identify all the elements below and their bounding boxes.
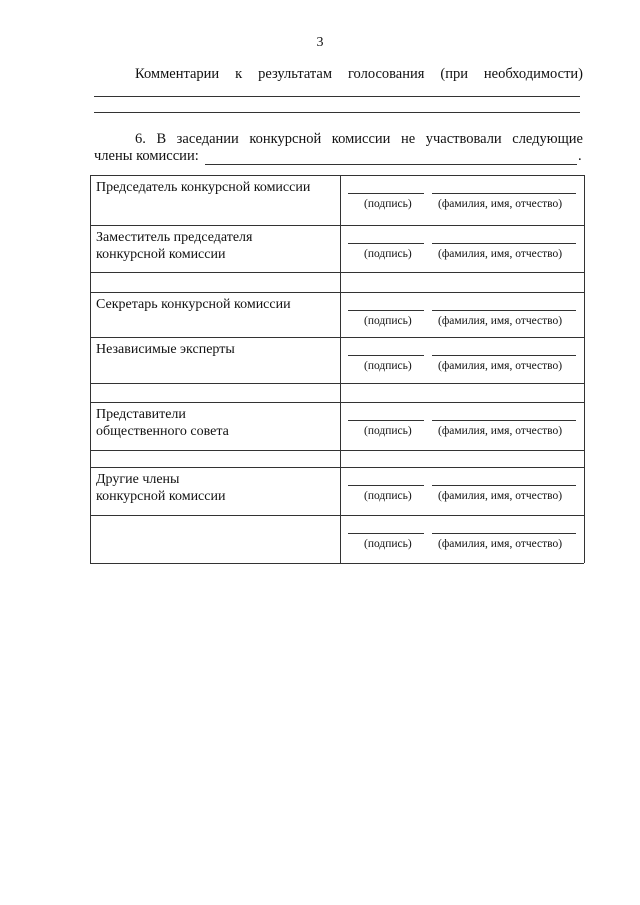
section6-period: . [578, 148, 582, 164]
signature-line[interactable] [348, 420, 424, 421]
full-name-line[interactable] [432, 485, 576, 486]
table-row-divider [90, 292, 584, 293]
member-role-label: Другие члены [96, 472, 180, 487]
signature-caption: (подпись) [364, 315, 412, 327]
member-role-label: Представители [96, 407, 186, 422]
member-role-label: Секретарь конкурсной комиссии [96, 297, 291, 312]
full-name-caption: (фамилия, имя, отчество) [438, 425, 563, 437]
comments-line-2[interactable] [94, 112, 580, 113]
full-name-caption: (фамилия, имя, отчество) [438, 248, 563, 260]
signature-caption: (подпись) [364, 198, 412, 210]
signature-line[interactable] [348, 310, 424, 311]
section6-members-label: члены комиссии: [94, 148, 199, 164]
full-name-line[interactable] [432, 533, 576, 534]
table-row-divider [90, 272, 584, 273]
page-number: 3 [316, 35, 324, 50]
member-role-label: конкурсной комиссии [96, 247, 226, 262]
signature-line[interactable] [348, 243, 424, 244]
full-name-caption: (фамилия, имя, отчество) [438, 490, 563, 502]
signature-caption: (подпись) [364, 360, 412, 372]
signature-caption: (подпись) [364, 490, 412, 502]
signature-line[interactable] [348, 355, 424, 356]
member-role-label: Заместитель председателя [96, 230, 253, 245]
table-row-divider [90, 225, 584, 226]
comments-label: Комментарии к результатам голосования (при необходимости) [135, 66, 583, 82]
table-border-top [90, 175, 584, 176]
full-name-caption: (фамилия, имя, отчество) [438, 360, 563, 372]
table-row-divider [90, 467, 584, 468]
table-row-divider [90, 563, 584, 564]
comments-line-1[interactable] [94, 96, 580, 97]
table-row-divider [90, 450, 584, 451]
table-row-divider [90, 383, 584, 384]
member-role-label: Независимые эксперты [96, 342, 235, 357]
full-name-line[interactable] [432, 310, 576, 311]
section6-members-line[interactable] [205, 164, 577, 165]
table-row-divider [90, 515, 584, 516]
signature-caption: (подпись) [364, 248, 412, 260]
signature-line[interactable] [348, 533, 424, 534]
signature-line[interactable] [348, 193, 424, 194]
full-name-line[interactable] [432, 193, 576, 194]
member-role-label: общественного совета [96, 424, 229, 439]
full-name-caption: (фамилия, имя, отчество) [438, 198, 563, 210]
signature-caption: (подпись) [364, 425, 412, 437]
member-role-label: Председатель конкурсной комиссии [96, 180, 311, 195]
full-name-caption: (фамилия, имя, отчество) [438, 538, 563, 550]
member-role-label: конкурсной комиссии [96, 489, 226, 504]
full-name-caption: (фамилия, имя, отчество) [438, 315, 563, 327]
table-row-divider [90, 337, 584, 338]
signature-caption: (подпись) [364, 538, 412, 550]
table-row-divider [90, 402, 584, 403]
table-border-right [584, 175, 585, 563]
table-column-divider [340, 175, 341, 563]
table-border-left [90, 175, 91, 563]
full-name-line[interactable] [432, 420, 576, 421]
signature-line[interactable] [348, 485, 424, 486]
full-name-line[interactable] [432, 243, 576, 244]
full-name-line[interactable] [432, 355, 576, 356]
section6-line1: 6. В заседании конкурсной комиссии не участвовали следующие [135, 131, 583, 147]
